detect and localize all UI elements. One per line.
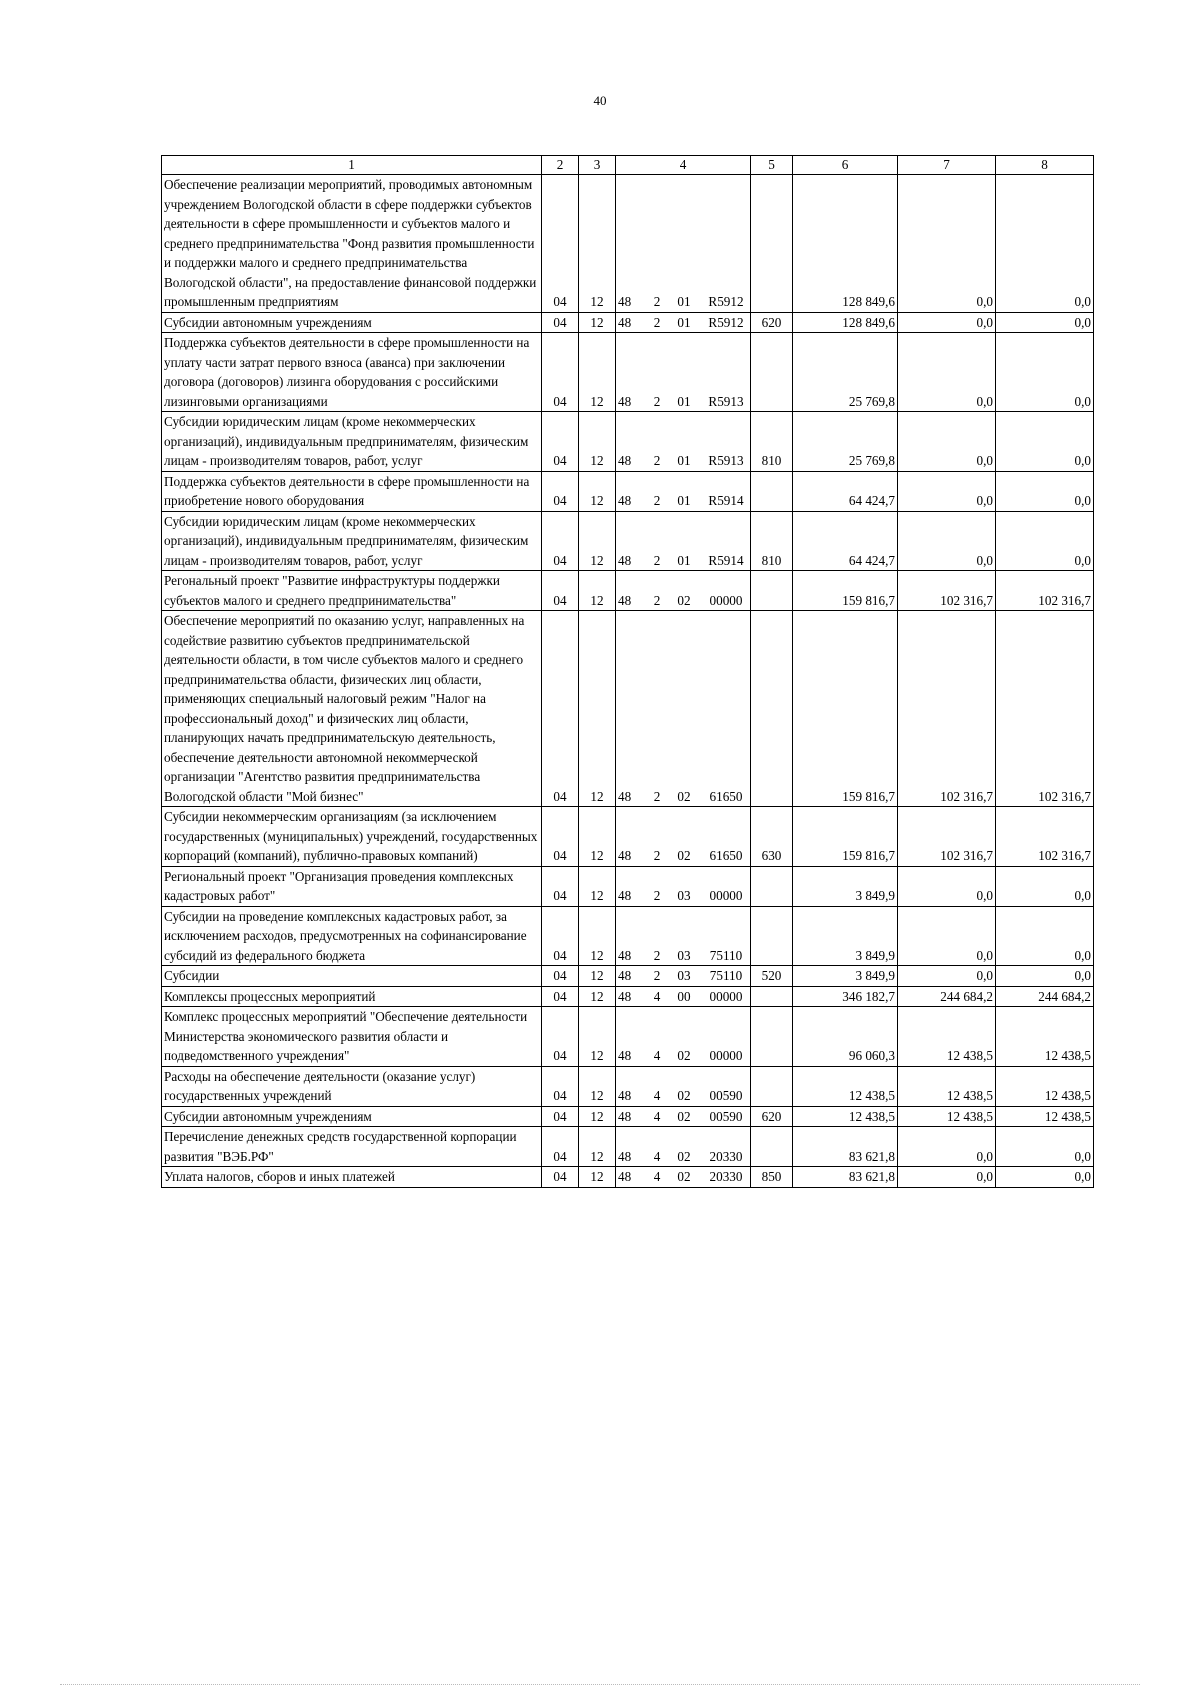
code-direction: R5912 (708, 314, 744, 330)
code-subprogram: 4 (653, 988, 661, 1004)
amount-col-8: 102 316,7 (996, 611, 1094, 807)
row-name: Субсидии на проведение комплексных кадастровых работ, за исключением расходов, предусмотренных на софинансирование субсидий из федерального бюджета (162, 906, 542, 966)
code-section: 04 (542, 333, 579, 412)
table-row (162, 571, 1094, 611)
code-subprogram: 2 (653, 453, 661, 468)
code-activity: 02 (677, 848, 691, 863)
amount-col-7: 244 684,2 (898, 986, 996, 1007)
code-subsection: 12 (579, 333, 616, 412)
code-expense-type (751, 866, 793, 906)
code-expense-type (751, 906, 793, 966)
amount-col-8: 0,0 (996, 866, 1094, 906)
code-subsection: 12 (579, 807, 616, 867)
amount-col-7: 0,0 (898, 175, 996, 313)
code-section: 04 (542, 986, 579, 1007)
code-subsection: 12 (579, 986, 616, 1007)
header-cell: 6 (793, 156, 898, 175)
amount-col-8: 12 438,5 (996, 1066, 1094, 1106)
code-target-article (616, 866, 751, 906)
code-section: 04 (542, 175, 579, 313)
amount-col-6: 128 849,6 (793, 175, 898, 313)
amount-col-8: 0,0 (996, 906, 1094, 966)
code-subsection: 12 (579, 1106, 616, 1127)
amount-col-8: 0,0 (996, 412, 1094, 472)
code-subprogram: 2 (653, 314, 661, 330)
amount-col-6: 3 849,9 (793, 906, 898, 966)
code-section: 04 (542, 866, 579, 906)
code-subsection: 12 (579, 1127, 616, 1167)
code-direction: 00000 (709, 1048, 743, 1063)
code-activity: 01 (677, 552, 691, 568)
amount-col-7: 0,0 (898, 471, 996, 511)
row-name: Комплекс процессных мероприятий "Обеспечение деятельности Министерства экономического развития области и подведомственного учреждения" (162, 1007, 542, 1067)
code-section: 04 (542, 471, 579, 511)
code-program: 48 (618, 1148, 632, 1164)
header-cell: 5 (751, 156, 793, 175)
table-row (162, 471, 1094, 511)
code-direction: 20330 (709, 1169, 743, 1184)
code-direction: R5913 (708, 453, 744, 468)
code-target-article (616, 986, 751, 1007)
table-row (162, 412, 1094, 472)
amount-col-7: 12 438,5 (898, 1007, 996, 1067)
code-subprogram: 4 (653, 1108, 661, 1124)
code-activity: 01 (677, 453, 691, 468)
code-activity: 02 (677, 1088, 691, 1103)
amount-col-8: 0,0 (996, 1127, 1094, 1167)
amount-col-8: 244 684,2 (996, 986, 1094, 1007)
code-section: 04 (542, 1167, 579, 1188)
code-subprogram: 2 (653, 788, 661, 804)
code-target-article (616, 1167, 751, 1188)
amount-col-7: 0,0 (898, 333, 996, 412)
table-row (162, 1106, 1094, 1127)
header-cell: 2 (542, 156, 579, 175)
table-row (162, 312, 1094, 333)
row-name: Расходы на обеспечение деятельности (оказание услуг) государственных учреждений (162, 1066, 542, 1106)
amount-col-7: 0,0 (898, 511, 996, 571)
table-row (162, 1066, 1094, 1106)
code-expense-type (751, 1127, 793, 1167)
table-row (162, 1007, 1094, 1067)
code-subprogram: 2 (653, 848, 661, 863)
code-section: 04 (542, 1066, 579, 1106)
code-subprogram: 4 (653, 1148, 661, 1164)
amount-col-6: 64 424,7 (793, 471, 898, 511)
code-activity: 03 (677, 888, 691, 903)
code-section: 04 (542, 807, 579, 867)
code-target-article (616, 906, 751, 966)
code-activity: 02 (677, 1148, 691, 1164)
amount-col-7: 0,0 (898, 312, 996, 333)
amount-col-6: 96 060,3 (793, 1007, 898, 1067)
code-expense-type: 520 (751, 966, 793, 987)
code-program: 48 (618, 968, 632, 983)
code-subsection: 12 (579, 175, 616, 313)
amount-col-7: 102 316,7 (898, 571, 996, 611)
amount-col-7: 0,0 (898, 866, 996, 906)
table-row (162, 966, 1094, 987)
row-name: Субсидии (162, 966, 542, 987)
code-direction: 75110 (709, 947, 743, 963)
code-subprogram: 2 (653, 552, 661, 568)
amount-col-6: 25 769,8 (793, 333, 898, 412)
table-row (162, 807, 1094, 867)
amount-col-8: 0,0 (996, 1167, 1094, 1188)
code-section: 04 (542, 966, 579, 987)
code-subsection: 12 (579, 906, 616, 966)
code-direction: 61650 (709, 788, 743, 804)
code-target-article (616, 1066, 751, 1106)
amount-col-6: 83 621,8 (793, 1167, 898, 1188)
amount-col-8: 12 438,5 (996, 1106, 1094, 1127)
amount-col-8: 0,0 (996, 333, 1094, 412)
code-subprogram: 2 (653, 968, 661, 983)
code-expense-type: 810 (751, 511, 793, 571)
code-direction: 00000 (709, 592, 743, 608)
code-activity: 02 (677, 788, 691, 804)
table-row (162, 1127, 1094, 1167)
code-program: 48 (618, 294, 632, 309)
code-program: 48 (618, 788, 632, 804)
code-expense-type: 620 (751, 312, 793, 333)
code-target-article (616, 611, 751, 807)
table-row (162, 1167, 1094, 1188)
amount-col-7: 0,0 (898, 1167, 996, 1188)
amount-col-8: 0,0 (996, 175, 1094, 313)
code-activity: 01 (677, 294, 691, 309)
code-activity: 01 (677, 314, 691, 330)
code-program: 48 (618, 314, 632, 330)
code-subsection: 12 (579, 1167, 616, 1188)
header-cell: 8 (996, 156, 1094, 175)
code-direction: R5913 (708, 393, 744, 409)
amount-col-6: 128 849,6 (793, 312, 898, 333)
code-expense-type (751, 1007, 793, 1067)
code-section: 04 (542, 511, 579, 571)
amount-col-8: 12 438,5 (996, 1007, 1094, 1067)
amount-col-7: 102 316,7 (898, 611, 996, 807)
code-target-article (616, 1127, 751, 1167)
row-name: Обеспечение реализации мероприятий, проводимых автономным учреждением Вологодской области в сфере поддержки субъектов деятельности в сфере промышленности и субъектов малого и среднего предпринимательства "Фонд развития промышленности и поддержки малого и среднего предпринимательства Вологодской области", на предоставление финансовой поддержки промышленным предприятиям (162, 175, 542, 313)
code-activity: 03 (677, 968, 691, 983)
table-row (162, 906, 1094, 966)
code-subsection: 12 (579, 966, 616, 987)
code-target-article (616, 175, 751, 313)
code-program: 48 (618, 1088, 632, 1103)
code-direction: 20330 (709, 1148, 743, 1164)
code-program: 48 (618, 888, 632, 903)
amount-col-7: 0,0 (898, 906, 996, 966)
code-target-article (616, 312, 751, 333)
code-activity: 02 (677, 592, 691, 608)
code-target-article (616, 807, 751, 867)
table-header-row (162, 156, 1094, 175)
code-program: 48 (618, 947, 632, 963)
code-section: 04 (542, 611, 579, 807)
amount-col-7: 12 438,5 (898, 1106, 996, 1127)
code-program: 48 (618, 393, 632, 409)
amount-col-6: 12 438,5 (793, 1106, 898, 1127)
code-expense-type (751, 611, 793, 807)
code-program: 48 (618, 592, 632, 608)
row-name: Комплексы процессных мероприятий (162, 986, 542, 1007)
row-name: Обеспечение мероприятий по оказанию услуг, направленных на содействие развитию субъектов предпринимательской деятельности области, в том числе субъектов малого и среднего предпринимательства области, физических лиц области, применяющих специальный налоговый режим "Налог на профессиональный доход" и физических лиц области, планирующих начать предпринимательскую деятельность, обеспечение деятельности автономной некоммерческой организации "Агентство развития предпринимательства Вологодской области "Мой бизнес" (162, 611, 542, 807)
table-row (162, 986, 1094, 1007)
code-subsection: 12 (579, 866, 616, 906)
code-section: 04 (542, 571, 579, 611)
code-expense-type (751, 333, 793, 412)
amount-col-6: 83 621,8 (793, 1127, 898, 1167)
code-direction: 75110 (709, 968, 743, 983)
amount-col-7: 0,0 (898, 966, 996, 987)
code-expense-type: 850 (751, 1167, 793, 1188)
table-row (162, 175, 1094, 313)
code-program: 48 (618, 848, 632, 863)
code-activity: 02 (677, 1048, 691, 1063)
amount-col-6: 64 424,7 (793, 511, 898, 571)
code-expense-type (751, 986, 793, 1007)
code-subsection: 12 (579, 511, 616, 571)
amount-col-6: 159 816,7 (793, 571, 898, 611)
code-activity: 02 (677, 1169, 691, 1184)
code-program: 48 (618, 988, 632, 1004)
amount-col-8: 102 316,7 (996, 571, 1094, 611)
code-subprogram: 4 (653, 1169, 661, 1184)
amount-col-6: 12 438,5 (793, 1066, 898, 1106)
code-program: 48 (618, 1108, 632, 1124)
amount-col-8: 0,0 (996, 312, 1094, 333)
code-subsection: 12 (579, 312, 616, 333)
code-expense-type (751, 471, 793, 511)
code-direction: R5914 (708, 552, 744, 568)
code-expense-type: 630 (751, 807, 793, 867)
amount-col-6: 159 816,7 (793, 611, 898, 807)
row-name: Уплата налогов, сборов и иных платежей (162, 1167, 542, 1188)
row-name: Региональный проект "Организация проведения комплексных кадастровых работ" (162, 866, 542, 906)
code-program: 48 (618, 552, 632, 568)
code-section: 04 (542, 1127, 579, 1167)
code-target-article (616, 571, 751, 611)
amount-col-6: 3 849,9 (793, 866, 898, 906)
amount-col-7: 0,0 (898, 1127, 996, 1167)
code-subprogram: 2 (653, 393, 661, 409)
code-expense-type (751, 175, 793, 313)
code-subprogram: 4 (653, 1088, 661, 1103)
code-direction: 61650 (709, 848, 743, 863)
code-activity: 02 (677, 1108, 691, 1124)
code-section: 04 (542, 412, 579, 472)
code-target-article (616, 333, 751, 412)
code-activity: 03 (677, 947, 691, 963)
code-program: 48 (618, 1169, 632, 1184)
table-row (162, 511, 1094, 571)
code-expense-type: 620 (751, 1106, 793, 1127)
amount-col-6: 3 849,9 (793, 966, 898, 987)
amount-col-6: 159 816,7 (793, 807, 898, 867)
code-section: 04 (542, 906, 579, 966)
amount-col-8: 0,0 (996, 471, 1094, 511)
code-program: 48 (618, 453, 632, 468)
amount-col-8: 102 316,7 (996, 807, 1094, 867)
row-name: Перечисление денежных средств государственной корпорации развития "ВЭБ.РФ" (162, 1127, 542, 1167)
amount-col-7: 0,0 (898, 412, 996, 472)
code-direction: 00000 (709, 888, 743, 903)
code-activity: 00 (677, 988, 691, 1004)
row-name: Поддержка субъектов деятельности в сфере промышленности на уплату части затрат первого взноса (аванса) при заключении договора (договоров) лизинга оборудования с российскими лизинговыми организациями (162, 333, 542, 412)
code-program: 48 (618, 1048, 632, 1063)
amount-col-8: 0,0 (996, 511, 1094, 571)
row-name: Регональный проект "Развитие инфраструктуры поддержки субъектов малого и среднего предпринимательства" (162, 571, 542, 611)
amount-col-7: 12 438,5 (898, 1066, 996, 1106)
row-name: Субсидии автономным учреждениям (162, 1106, 542, 1127)
code-target-article (616, 412, 751, 472)
code-program: 48 (618, 493, 632, 508)
scan-bottom-edge (60, 1684, 1140, 1686)
code-section: 04 (542, 1007, 579, 1067)
code-subprogram: 2 (653, 888, 661, 903)
code-subprogram: 4 (653, 1048, 661, 1063)
code-section: 04 (542, 1106, 579, 1127)
code-activity: 01 (677, 493, 691, 508)
code-expense-type: 810 (751, 412, 793, 472)
code-target-article (616, 966, 751, 987)
amount-col-6: 25 769,8 (793, 412, 898, 472)
code-direction: 00000 (709, 988, 743, 1004)
code-subprogram: 2 (653, 592, 661, 608)
code-direction: R5912 (708, 294, 744, 309)
code-subprogram: 2 (653, 493, 661, 508)
header-cell: 7 (898, 156, 996, 175)
code-subprogram: 2 (653, 294, 661, 309)
header-cell: 3 (579, 156, 616, 175)
code-target-article (616, 1007, 751, 1067)
code-subsection: 12 (579, 1007, 616, 1067)
row-name: Субсидии некоммерческим организациям (за исключением государственных (муниципальных) учреждений, государственных корпораций (компаний), публично-правовых компаний) (162, 807, 542, 867)
row-name: Поддержка субъектов деятельности в сфере промышленности на приобретение нового оборудования (162, 471, 542, 511)
code-target-article (616, 471, 751, 511)
table-row (162, 333, 1094, 412)
page-number: 40 (593, 93, 607, 108)
table-row (162, 866, 1094, 906)
header-cell: 1 (162, 156, 542, 175)
header-cell: 4 (616, 156, 751, 175)
code-direction: R5914 (708, 493, 744, 508)
row-name: Субсидии юридическим лицам (кроме некоммерческих организаций), индивидуальным предпринимателям, физическим лицам - производителям товаров, работ, услуг (162, 412, 542, 472)
code-expense-type (751, 571, 793, 611)
budget-table (161, 155, 1094, 1188)
code-subsection: 12 (579, 1066, 616, 1106)
table-row (162, 611, 1094, 807)
row-name: Субсидии юридическим лицам (кроме некоммерческих организаций), индивидуальным предпринимателям, физическим лицам - производителям товаров, работ, услуг (162, 511, 542, 571)
code-section: 04 (542, 312, 579, 333)
code-subsection: 12 (579, 412, 616, 472)
amount-col-6: 346 182,7 (793, 986, 898, 1007)
amount-col-7: 102 316,7 (898, 807, 996, 867)
code-direction: 00590 (709, 1108, 743, 1124)
code-expense-type (751, 1066, 793, 1106)
code-subsection: 12 (579, 611, 616, 807)
code-target-article (616, 511, 751, 571)
code-subsection: 12 (579, 571, 616, 611)
code-target-article (616, 1106, 751, 1127)
code-activity: 01 (677, 393, 691, 409)
code-direction: 00590 (709, 1088, 743, 1103)
code-subsection: 12 (579, 471, 616, 511)
amount-col-8: 0,0 (996, 966, 1094, 987)
row-name: Субсидии автономным учреждениям (162, 312, 542, 333)
code-subprogram: 2 (653, 947, 661, 963)
